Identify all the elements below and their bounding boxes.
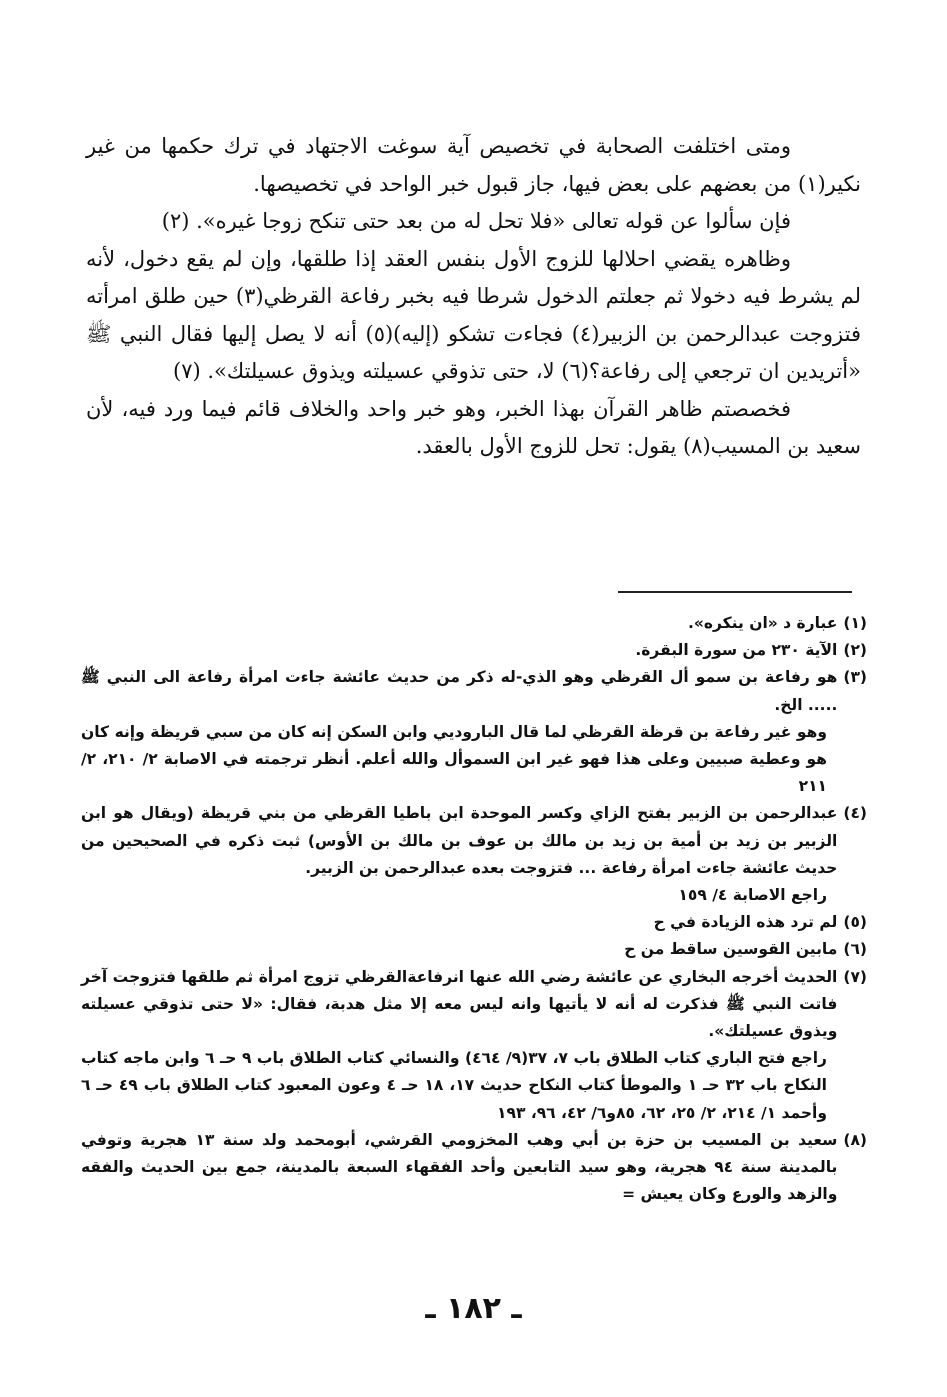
main-paragraph: فإن سألوا عن قوله تعالى «فلا تحل له من بعد حتى تنكح زوجا غيره». (٢) [161, 209, 791, 233]
footnote-item [81, 664, 867, 718]
footnote-number: (١) [843, 614, 867, 632]
footnote-item [81, 610, 867, 637]
footnote-continuation: وهو غير رفاعة بن قرظة القرظي لما قال الباروديي وابن السكن إنه كان من سبي قريظة وإنه كان هو وعطية صبيين وعلى هذا فهو غير ابن السموأل والله أعلم. أنظر ترجمته في الاصابة ٢/ ٢١٠، ٢/ ٢١١ [81, 722, 827, 796]
footnote-text: عبدالرحمن بن الزبير بفتح الزاي وكسر الموحدة ابن باطيا القرظي من بني قريظة (ويقال هو ابن الزبير بن زيد بن أمية بن زيد بن مالك بن عوف بن مالك بن الأوس) ثبت ذكره في الصحيحين من حديث عائشة جاءت امرأة رفاعة ... فتزوجت بعده عبدالرحمن بن الزبير. [81, 804, 838, 877]
footnote-continuation: راجع الاصابة ٤/ ١٥٩ [678, 886, 827, 905]
footnote-item [81, 936, 867, 963]
footnote-text: الحديث أخرجه البخاري عن عائشة رضي الله عنها انرفاعةالقرظي تزوج امرأة ثم طلقها فتزوجت آخر فاتت النبي ﷺ فذكرت له أنه لا يأتيها وانه ليس معه إلا مثل هدبة، فقال: «لا حتى تذوقي عسيلته ويذوق عسيلتك». [81, 967, 838, 1041]
page-number: ـ ١٨٢ ـ [425, 1291, 522, 1326]
main-paragraph: وظاهره يقضي احلالها للزوج الأول بنفس العقد إذا طلقها، وإن لم يقع دخول، لأنه لم يشرط فيه دخولا ثم جعلتم الدخول شرطا فيه بخبر رفاعة القرظي(٣) حين طلق امرأته فتزوجت عبدالرحمن بن الزبير(٤) فجاءت تشكو (إليه)(٥) أنه لا يصل إليها فقال النبي ﷺ «أتريدين ان ترجعي إلى رفاعة؟(٦) لا، حتى تذوقي عسيلته ويذوق عسيلتك». (٧) [86, 246, 862, 383]
footnote-text: عبارة د «ان ينكره». [687, 614, 838, 632]
footnote-number: (٧) [843, 967, 867, 986]
footnote-text: لم ترد هذه الزيادة في ح [653, 913, 838, 932]
footnote-text: الآية ٢٣٠ من سورة البقرة. [635, 641, 838, 660]
footnote-number: (٤) [843, 804, 867, 823]
main-paragraph: فخصصتم ظاهر القرآن بهذا الخبر، وهو خبر واحد والخلاف قائم فيما ورد فيه، لأن سعيد بن المسيب(٨) يقول: تحل للزوج الأول بالعقد. [86, 396, 861, 458]
footnote-number: (٥) [843, 913, 867, 932]
footnote-item [81, 909, 867, 936]
footnote-continuation: راجع فتح الباري كتاب الطلاق باب ٧، ٣٧(٩/ ٤٦٤) والنسائي كتاب الطلاق باب ٩ حـ ٦ وابن ماجه كتاب النكاح باب ٣٢ حـ ١ والموطأ كتاب النكاح حديث ١٧، ١٨ حـ ٤ وعون المعبود كتاب الطلاق باب ٤٩ حـ ٦ وأحمد ١/ ٢١٤، ٢/ ٢٥، ٦٢، ٨٥و٦/ ٤٢، ٩٦، ١٩٣ [81, 1049, 827, 1122]
footnote-item [81, 964, 867, 1046]
main-paragraph: ومتى اختلفت الصحابة في تخصيص آية سوغت الاجتهاد في ترك حكمها من غير نكير(١) من بعضهم على بعض فيها، جاز قبول خبر الواحد في تخصيصها. [86, 134, 861, 196]
footnote-number: (٨) [843, 1130, 867, 1149]
main-text-block [86, 128, 861, 466]
footnotes-section [81, 610, 867, 1208]
footnote-number: (٣) [843, 668, 867, 687]
footnote-number: (٢) [843, 641, 867, 660]
footnote-item [81, 1127, 867, 1209]
footnote-text: سعيد بن المسيب بن حزة بن أبي وهب المخزومي القرشي، أبومحمد ولد سنة ١٣ هجرية وتوفي بالمدينة سنة ٩٤ هجرية، وهو سيد التابعين وأحد الفقهاء السبعة بالمدينة، جمع بين الحديث والفقه والزهد والورع وكان يعيش = [81, 1130, 838, 1204]
footnote-item [81, 800, 867, 882]
footnote-separator [618, 591, 852, 593]
footnote-text: هو رفاعة بن سمو أل القرظي وهو الذي-له ذكر من حديث عائشة جاءت امرأة رفاعة الى النبي ﷺ ..... الخ. [81, 668, 838, 714]
footnote-number: (٦) [843, 940, 867, 959]
footnote-item [81, 637, 867, 664]
footnote-text: مابين القوسين ساقط من ح [624, 940, 838, 959]
